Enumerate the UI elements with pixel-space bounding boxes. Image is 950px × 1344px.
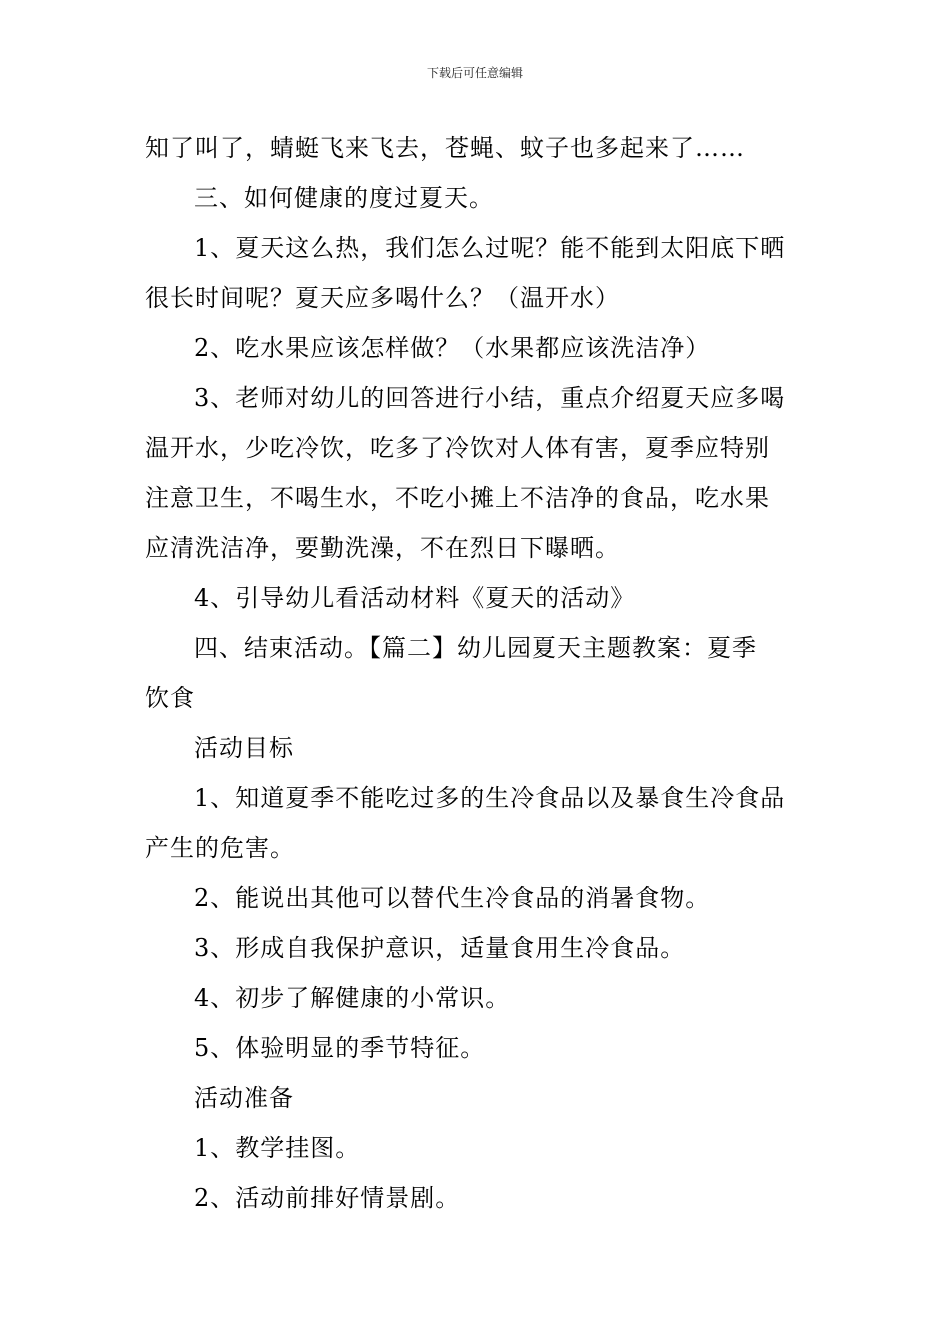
document-body (145, 123, 815, 1223)
section-heading: 活动目标 (194, 734, 294, 762)
text-line: 1、夏天这么热，我们怎么过呢？能不能到太阳底下晒 (194, 234, 786, 262)
text-line: 4、引导幼儿看活动材料《夏天的活动》 (194, 584, 636, 612)
text-line: 很长时间呢？夏天应多喝什么？（温开水） (145, 284, 620, 312)
list-item: 2、能说出其他可以替代生冷食品的消暑食物。 (194, 884, 711, 912)
text-line: 温开水，少吃冷饮，吃多了冷饮对人体有害，夏季应特别 (145, 434, 770, 462)
list-item: 1、教学挂图。 (194, 1134, 361, 1162)
list-item: 2、活动前排好情景剧。 (194, 1184, 461, 1212)
section-heading: 活动准备 (194, 1084, 294, 1112)
section-heading: 三、如何健康的度过夏天。 (194, 184, 494, 212)
text-line: 2、吃水果应该怎样做？（水果都应该洗洁净） (194, 334, 711, 362)
text-line: 注意卫生，不喝生水，不吃小摊上不洁净的食品，吃水果 (145, 484, 770, 512)
text-line: 应清洗洁净，要勤洗澡，不在烈日下曝晒。 (145, 534, 620, 562)
text-line: 知了叫了，蜻蜓飞来飞去，苍蝇、蚊子也多起来了…… (145, 134, 745, 162)
list-item: 5、体验明显的季节特征。 (194, 1034, 486, 1062)
list-item: 4、初步了解健康的小常识。 (194, 984, 511, 1012)
list-item: 3、形成自我保护意识，适量食用生冷食品。 (194, 934, 686, 962)
text-line: 3、老师对幼儿的回答进行小结，重点介绍夏天应多喝 (194, 384, 786, 412)
page-header: 下载后可任意编辑 (426, 66, 523, 80)
list-item: 1、知道夏季不能吃过多的生冷食品以及暴食生冷食品 (194, 784, 786, 812)
text-line: 饮食 (145, 684, 195, 712)
text-line: 产生的危害。 (145, 834, 295, 862)
section-heading: 四、结束活动。【篇二】幼儿园夏天主题教案：夏季 (194, 634, 757, 662)
